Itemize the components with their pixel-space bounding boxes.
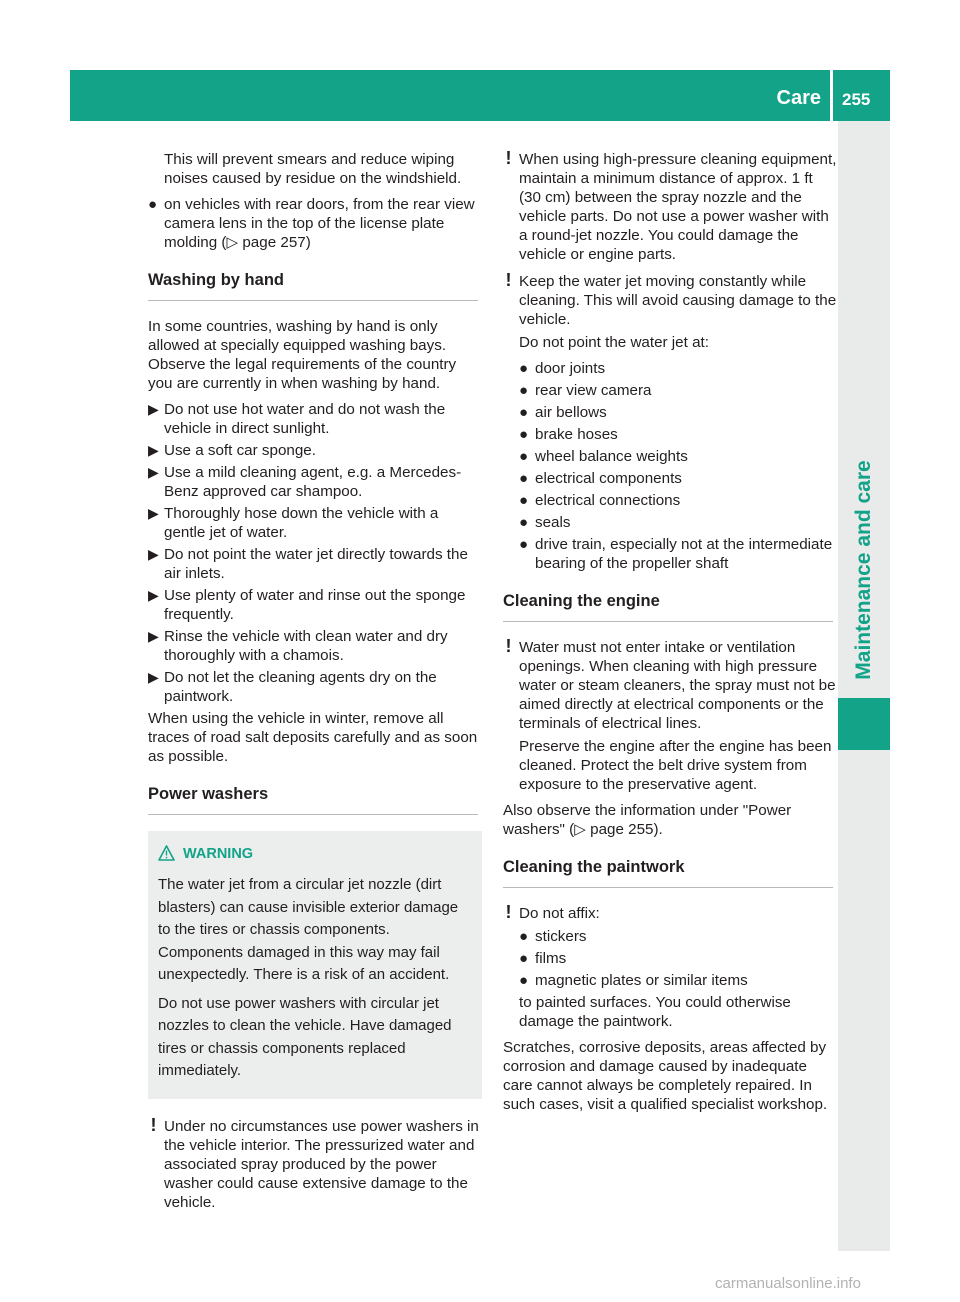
arrow-icon: ▶ — [148, 505, 159, 521]
bullet-icon: ● — [519, 426, 529, 443]
step-text: Do not point the water jet directly towards the air inlets. — [164, 546, 468, 582]
arrow-icon: ▶ — [148, 442, 159, 458]
warning-text: Do not use power washers with circular jet nozzles to clean the vehicle. Have damaged tires or chassis components replaced immediately. — [158, 994, 452, 1079]
step-text: Rinse the vehicle with clean water and dry thoroughly with a chamois. — [164, 628, 448, 664]
list-item-text: electrical connections — [535, 492, 681, 509]
list-item-text: on vehicles with rear doors, from the rear view camera lens in the top of the license plate molding (▷ page 257) — [164, 196, 475, 251]
arrow-icon: ▶ — [148, 628, 159, 644]
list-item-text: stickers — [535, 928, 587, 945]
warning-text: The water jet from a circular jet nozzle (dirt blasters) can cause invisible exterior damage to the tires or chassis components. Components damaged in this way may fail unexpectedly. There is a risk of an accident. — [158, 876, 459, 983]
bullet-icon: ● — [519, 972, 529, 989]
note-text: Keep the water jet moving constantly while cleaning. This will avoid causing damage to the vehicle. — [519, 273, 837, 328]
arrow-icon: ▶ — [148, 546, 159, 562]
arrow-icon: ▶ — [148, 464, 159, 480]
list-item-text: electrical components — [535, 470, 682, 487]
bullet-icon: ● — [519, 360, 529, 377]
step-text: Do not let the cleaning agents dry on the paintwork. — [164, 669, 437, 705]
list-item — [519, 491, 837, 510]
bullet-icon: ● — [519, 514, 529, 531]
list-item — [519, 425, 837, 444]
list-item-text: door joints — [535, 360, 606, 377]
note-text: Do not affix: — [519, 905, 600, 922]
step-text: Thoroughly hose down the vehicle with a gentle jet of water. — [164, 505, 439, 541]
list-item-text: films — [535, 950, 567, 967]
exclamation-icon: ! — [505, 148, 512, 168]
engine-preserve-text: Preserve the engine after the engine has been cleaned. Protect the belt drive system from exposure to the preservative agent. — [519, 738, 832, 793]
bullet-icon: ● — [519, 536, 529, 553]
step-text: Do not use hot water and do not wash the vehicle in direct sunlight. — [164, 401, 446, 437]
exclamation-icon: ! — [505, 270, 512, 290]
heading-cleaning-paintwork: Cleaning the paintwork — [503, 857, 833, 888]
list-item — [519, 927, 837, 946]
step-text: Use a mild cleaning agent, e.g. a Mercedes-Benz approved car shampoo. — [164, 464, 462, 500]
step-text: Use plenty of water and rinse out the sponge frequently. — [164, 587, 466, 623]
list-item — [519, 403, 837, 422]
side-tab-band — [838, 121, 890, 1251]
heading-power-washers: Power washers — [148, 784, 478, 815]
side-tab-label: Maintenance and care — [852, 460, 875, 680]
list-item-text: drive train, especially not at the intermediate bearing of the propeller shaft — [535, 536, 833, 572]
header-separator — [830, 70, 833, 121]
list-item — [519, 949, 837, 968]
footer-watermark: carmanualsonline.info — [715, 1275, 861, 1292]
instruction-step — [148, 504, 482, 542]
bullet-icon: ● — [148, 196, 158, 213]
bullet-icon: ● — [519, 470, 529, 487]
engine-observe-text: Also observe the information under "Power washers" (▷ page 255). — [503, 802, 792, 838]
note-text: When using high-pressure cleaning equipment, maintain a minimum distance of approx. 1 ft (30 cm) between the spray nozzle and the vehicle parts. Do not use a power washer with a round-jet nozzle. You could damage the vehicle or engine parts. — [519, 151, 837, 263]
list-item-text: air bellows — [535, 404, 607, 421]
list-item — [519, 359, 837, 378]
section-title: Care — [776, 87, 821, 109]
list-item — [519, 469, 837, 488]
caution-note — [503, 904, 837, 923]
page-number: 255 — [842, 90, 871, 109]
list-item — [519, 447, 837, 466]
instruction-step — [148, 668, 482, 706]
list-item-text: magnetic plates or similar items — [535, 972, 748, 989]
bullet-icon: ● — [519, 448, 529, 465]
left-column — [148, 150, 482, 1220]
caution-note — [503, 272, 837, 329]
list-item-text: rear view camera — [535, 382, 652, 399]
exclamation-icon: ! — [505, 902, 512, 922]
list-item — [148, 195, 482, 252]
warning-triangle-icon — [158, 845, 175, 868]
exclamation-icon: ! — [150, 1114, 157, 1135]
warning-title-text: WARNING — [183, 846, 254, 862]
arrow-icon: ▶ — [148, 401, 159, 417]
instruction-step — [148, 463, 482, 501]
list-item-text: brake hoses — [535, 426, 618, 443]
list-item — [519, 535, 837, 573]
bullet-icon: ● — [519, 404, 529, 421]
arrow-icon: ▶ — [148, 587, 159, 603]
instruction-step — [148, 441, 482, 460]
list-item-text: wheel balance weights — [535, 448, 688, 465]
instruction-step — [148, 545, 482, 583]
caution-note — [148, 1114, 482, 1212]
affix-after-text: to painted surfaces. You could otherwise damage the paintwork. — [519, 994, 791, 1030]
winter-paragraph: When using the vehicle in winter, remove all traces of road salt deposits carefully and as soon as possible. — [148, 710, 478, 765]
heading-cleaning-engine: Cleaning the engine — [503, 591, 833, 622]
bullet-icon: ● — [519, 928, 529, 945]
note-text: Under no circumstances use power washers in the vehicle interior. The pressurized water and associated spray produced by the power washer could cause extensive damage to the vehicle. — [164, 1117, 479, 1211]
bullet-icon: ● — [519, 492, 529, 509]
do-not-point-text: Do not point the water jet at: — [519, 334, 709, 351]
warning-box — [148, 831, 482, 1099]
caution-note — [503, 150, 837, 264]
list-item — [519, 513, 837, 532]
warning-title — [158, 843, 472, 868]
side-tab-marker — [838, 698, 890, 750]
instruction-step — [148, 586, 482, 624]
heading-washing-by-hand: Washing by hand — [148, 270, 478, 301]
note-text: Water must not enter intake or ventilation openings. When cleaning with high pressure water or steam cleaners, the spray must not be aimed directly at electrical components or the terminals of electrical lines. — [519, 639, 836, 732]
exclamation-icon: ! — [505, 636, 512, 656]
washing-paragraph: In some countries, washing by hand is only allowed at specially equipped washing bays. Observe the legal requirements of the country you are currently in when washing by hand. — [148, 318, 457, 392]
caution-note — [503, 638, 837, 733]
list-item — [519, 971, 837, 990]
scratches-paragraph: Scratches, corrosive deposits, areas affected by corrosion and damage caused by inadequate care cannot always be completely repaired. In such cases, visit a qualified specialist workshop. — [503, 1039, 828, 1113]
right-column — [503, 150, 837, 1121]
step-text: Use a soft car sponge. — [164, 442, 316, 459]
list-item — [519, 381, 837, 400]
list-item-text: seals — [535, 514, 571, 531]
bullet-icon: ● — [519, 382, 529, 399]
instruction-step — [148, 400, 482, 438]
instruction-step — [148, 627, 482, 665]
bullet-icon: ● — [519, 950, 529, 967]
intro-text: This will prevent smears and reduce wiping noises caused by residue on the windshield. — [164, 151, 462, 187]
arrow-icon: ▶ — [148, 669, 159, 685]
